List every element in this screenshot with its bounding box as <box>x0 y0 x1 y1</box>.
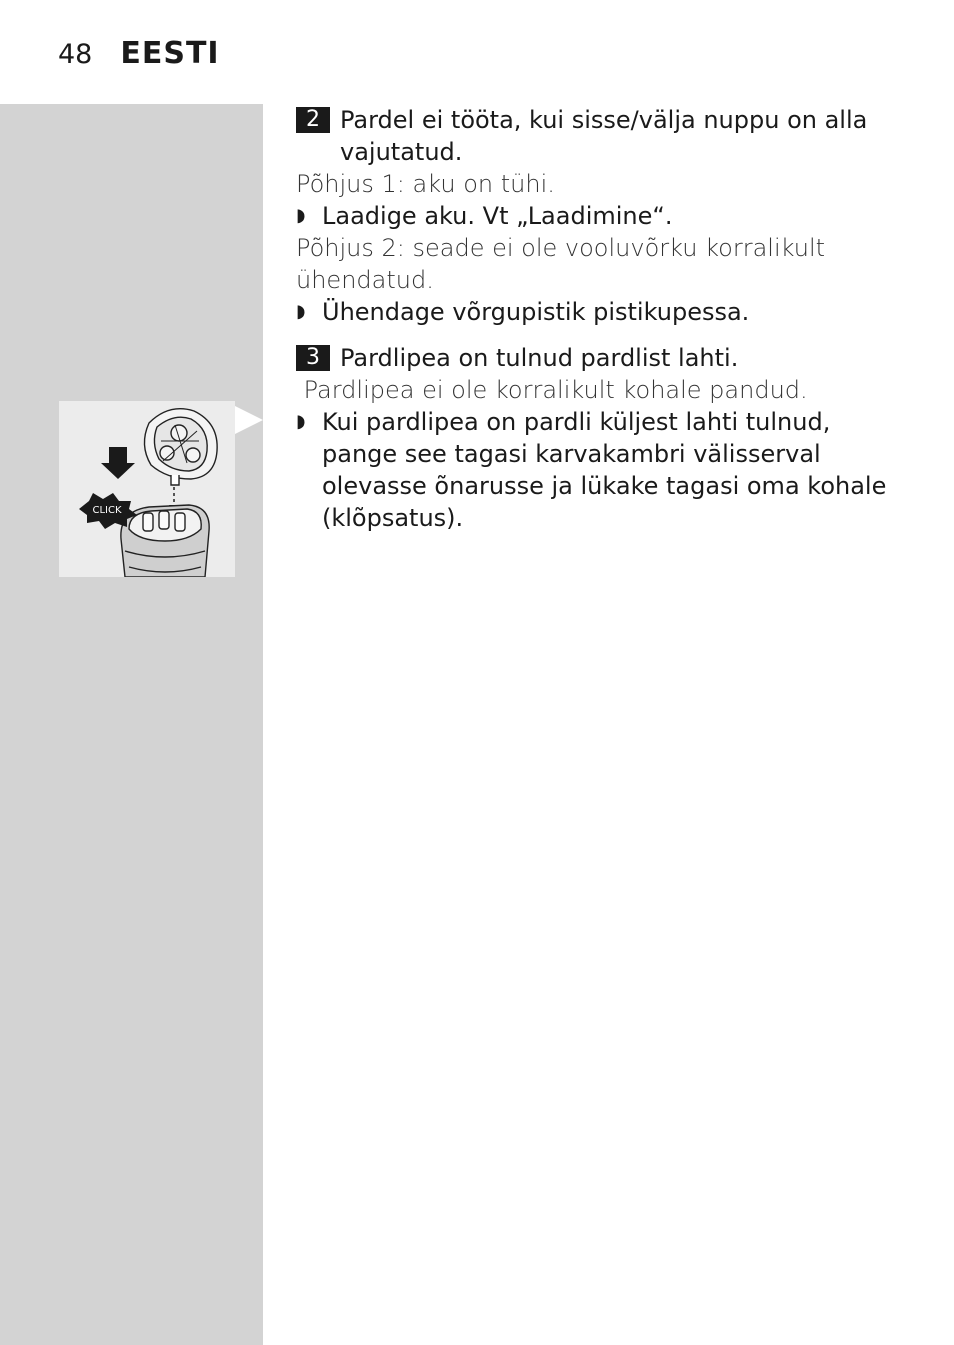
action-text: Ühendage võrgupistik pistikupessa. <box>322 298 750 326</box>
shaving-head-icon <box>144 409 217 485</box>
bullet-arrow-icon: ◗ <box>296 205 306 226</box>
shaver-head-illustration-svg <box>59 401 235 577</box>
click-label: CLICK <box>92 505 122 516</box>
troubleshooting-content <box>296 104 906 534</box>
page-number: 48 <box>58 39 93 70</box>
page-header <box>58 36 220 71</box>
action-text: Laadige aku. Vt „Laadimine“. <box>322 202 673 230</box>
action-item <box>296 406 906 534</box>
action-text: Kui pardlipea on pardli küljest lahti tulnud, pange see tagasi karvakambri välisserval olevasse õnarusse ja lükake tagasi oma kohale (klõpsatus). <box>322 408 887 532</box>
cause-text: Pardlipea ei ole korralikult kohale pandud. <box>296 376 808 404</box>
step-title: Pardlipea on tulnud pardlist lahti. <box>340 344 739 372</box>
step-number-badge: 3 <box>296 345 330 371</box>
step-3-heading <box>296 342 906 374</box>
bullet-arrow-icon: ◗ <box>296 411 306 432</box>
action-item <box>296 200 906 232</box>
cause-text: Põhjus 1: aku on tühi. <box>296 170 555 198</box>
step-2-heading <box>296 104 906 168</box>
figure-pointer <box>235 406 263 434</box>
action-item <box>296 296 906 328</box>
bullet-arrow-icon: ◗ <box>296 301 306 322</box>
cause-text: Põhjus 2: seade ei ole vooluvõrku korralikult ühendatud. <box>296 234 826 294</box>
sidebar-panel <box>0 104 263 1345</box>
page-language-title: EESTI <box>120 36 220 71</box>
down-arrow-icon <box>101 447 135 479</box>
step-title: Pardel ei tööta, kui sisse/välja nuppu on alla vajutatud. <box>340 106 868 166</box>
step-number-badge: 2 <box>296 107 330 133</box>
shaver-head-illustration <box>59 401 235 577</box>
